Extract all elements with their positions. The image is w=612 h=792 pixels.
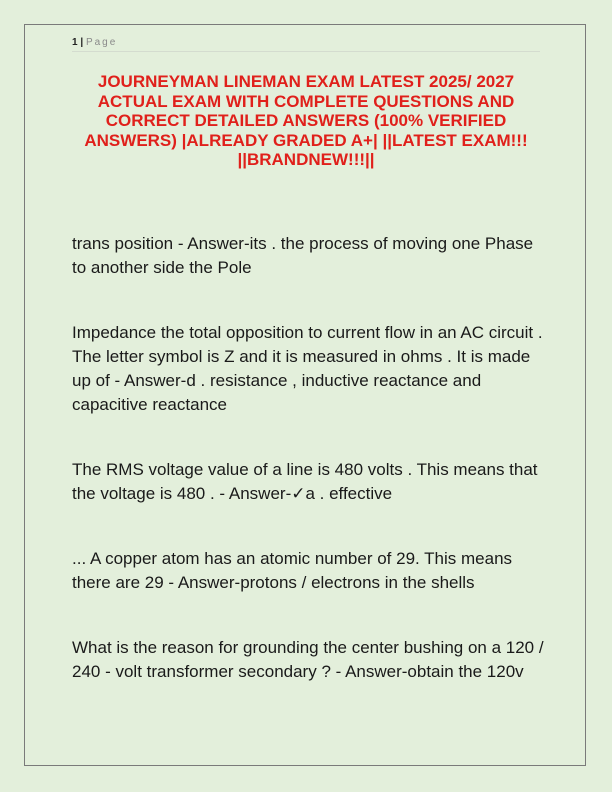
page-header bbox=[72, 37, 540, 52]
qa-item-copper-atom: ... A copper atom has an atomic number of 29. This means there are 29 - Answer-protons / electrons in the shells bbox=[72, 549, 513, 592]
page-separator: | bbox=[80, 37, 84, 48]
qa-item-grounding: What is the reason for grounding the center bushing on a 120 / 240 - volt transformer secondary ? - Answer-obtain the 120v bbox=[72, 638, 544, 681]
qa-item-transposition: trans position - Answer-its . the process of moving one Phase to another side the Pole bbox=[72, 234, 534, 277]
document-title: JOURNEYMAN LINEMAN EXAM LATEST 2025/ 2027 ACTUAL EXAM WITH COMPLETE QUESTIONS AND CORRECT DETAILED ANSWERS (100% VERIFIED ANSWERS) |ALREADY GRADED A+| ||LATEST EXAM!!! ||BRANDNEW!!!|| bbox=[84, 72, 528, 169]
page-label: Page bbox=[85, 37, 118, 48]
qa-item-impedance: Impedance the total opposition to current flow in an AC circuit . The letter symbol is Z and it is measured in ohms . It is made up of - Answer-d . resistance , inductive reactance and capacitive reactance bbox=[72, 323, 543, 414]
page-number: 1 bbox=[72, 37, 78, 48]
qa-list bbox=[72, 232, 548, 684]
qa-item-rms-voltage: The RMS voltage value of a line is 480 volts . This means that the voltage is 480 . - Answer-✓a . effective bbox=[72, 460, 538, 503]
